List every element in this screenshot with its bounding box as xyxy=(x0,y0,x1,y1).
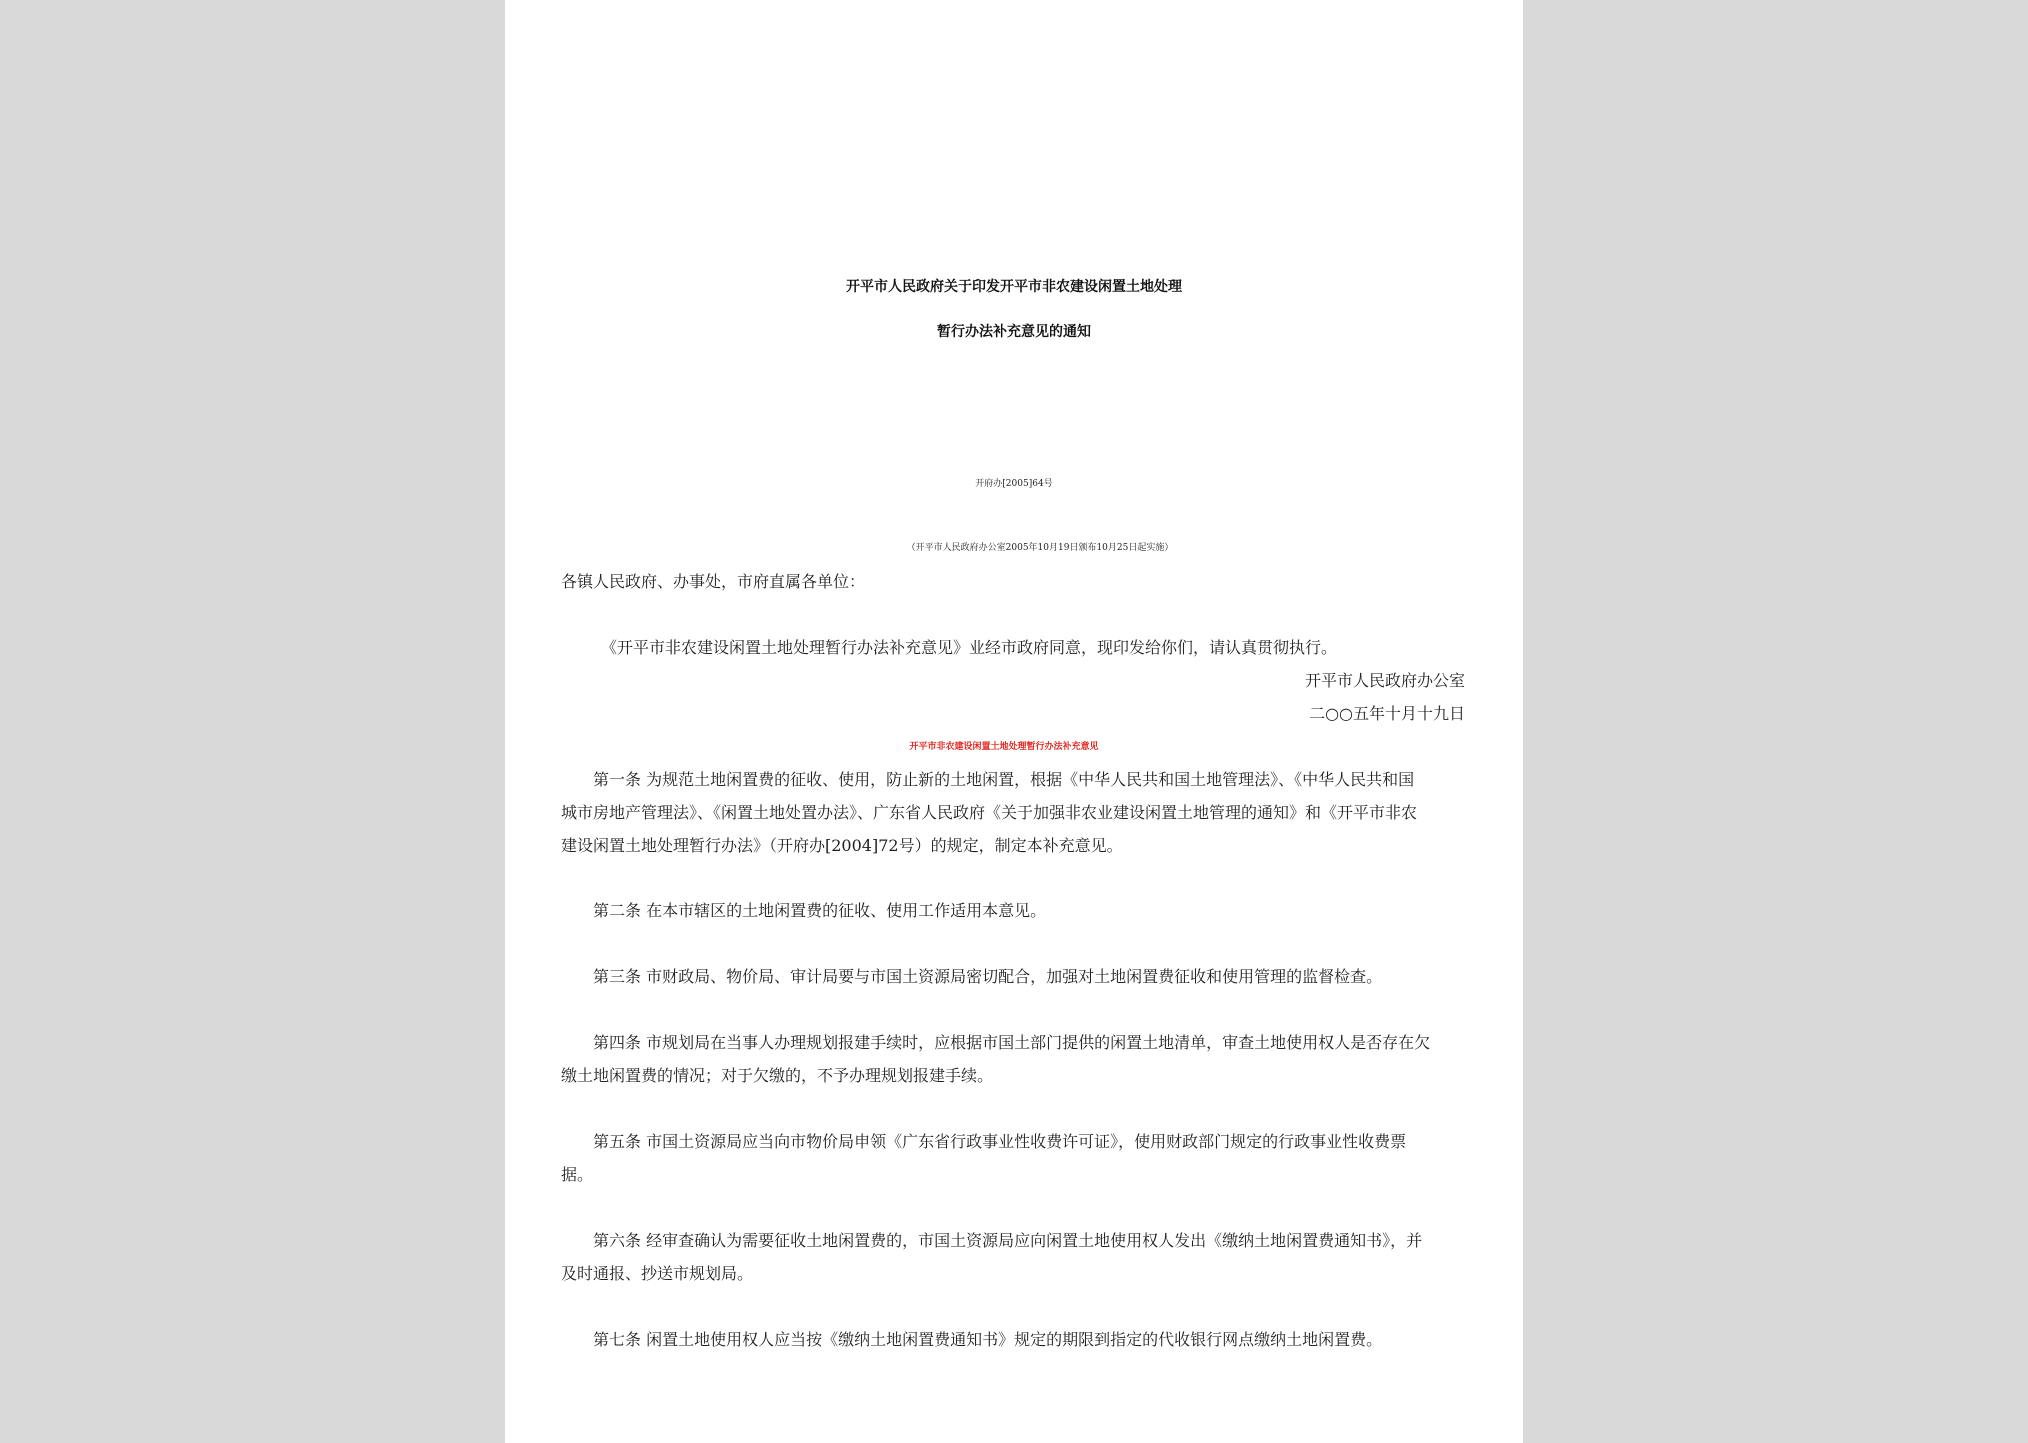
article-5-line-2: 据。 xyxy=(561,1165,594,1184)
article-5-line-1: 第五条 市国土资源局应当向市物价局申领《广东省行政事业性收费许可证》，使用财政部门规定的行政事业性收费票 xyxy=(593,1132,1407,1151)
signatory: 开平市人民政府办公室 xyxy=(1304,671,1465,690)
article-4-line-2: 缴土地闲置费的情况；对于欠缴的，不予办理规划报建手续。 xyxy=(561,1066,994,1085)
sign-date: 二○○五年十月十九日 xyxy=(1309,704,1465,723)
article-6-line-2: 及时通报、抄送市规划局。 xyxy=(561,1264,754,1283)
document-title-line-2: 暂行办法补充意见的通知 xyxy=(937,324,1091,340)
intro-paragraph: 《开平市非农建设闲置土地处理暂行办法补充意见》业经市政府同意，现印发给你们，请认真贯彻执行。 xyxy=(601,638,1338,657)
article-6-line-1: 第六条 经审查确认为需要征收土地闲置费的，市国土资源局应向闲置土地使用权人发出《缴纳土地闲置费通知书》，并 xyxy=(593,1231,1423,1250)
article-3-line-1: 第三条 市财政局、物价局、审计局要与市国土资源局密切配合，加强对土地闲置费征收和使用管理的监督检查。 xyxy=(593,967,1383,986)
document-number: 开府办[2005]64号 xyxy=(975,479,1053,489)
article-1-line-3: 建设闲置土地处理暂行办法》（开府办[2004]72号）的规定，制定本补充意见。 xyxy=(561,836,1123,855)
issuance-note: （开平市人民政府办公室2005年10月19日颁布10月25日起实施） xyxy=(906,543,1174,553)
article-1-line-1: 第一条 为规范土地闲置费的征收、使用，防止新的土地闲置，根据《中华人民共和国土地管理法》、《中华人民共和国 xyxy=(593,770,1415,789)
document-page xyxy=(505,0,1523,1443)
article-2-line-1: 第二条 在本市辖区的土地闲置费的征收、使用工作适用本意见。 xyxy=(593,901,1047,920)
attachment-title: 开平市非农建设闲置土地处理暂行办法补充意见 xyxy=(909,742,1099,752)
addressee: 各镇人民政府、办事处，市府直属各单位： xyxy=(561,572,866,591)
article-7-line-1: 第七条 闲置土地使用权人应当按《缴纳土地闲置费通知书》规定的期限到指定的代收银行网点缴纳土地闲置费。 xyxy=(593,1330,1383,1349)
article-4-line-1: 第四条 市规划局在当事人办理规划报建手续时，应根据市国土部门提供的闲置土地清单，审查土地使用权人是否存在欠 xyxy=(593,1033,1431,1052)
article-1-line-2: 城市房地产管理法》、《闲置土地处置办法》、广东省人民政府《关于加强非农业建设闲置土地管理的通知》和《开平市非农 xyxy=(561,803,1418,822)
document-title-line-1: 开平市人民政府关于印发开平市非农建设闲置土地处理 xyxy=(846,279,1182,295)
